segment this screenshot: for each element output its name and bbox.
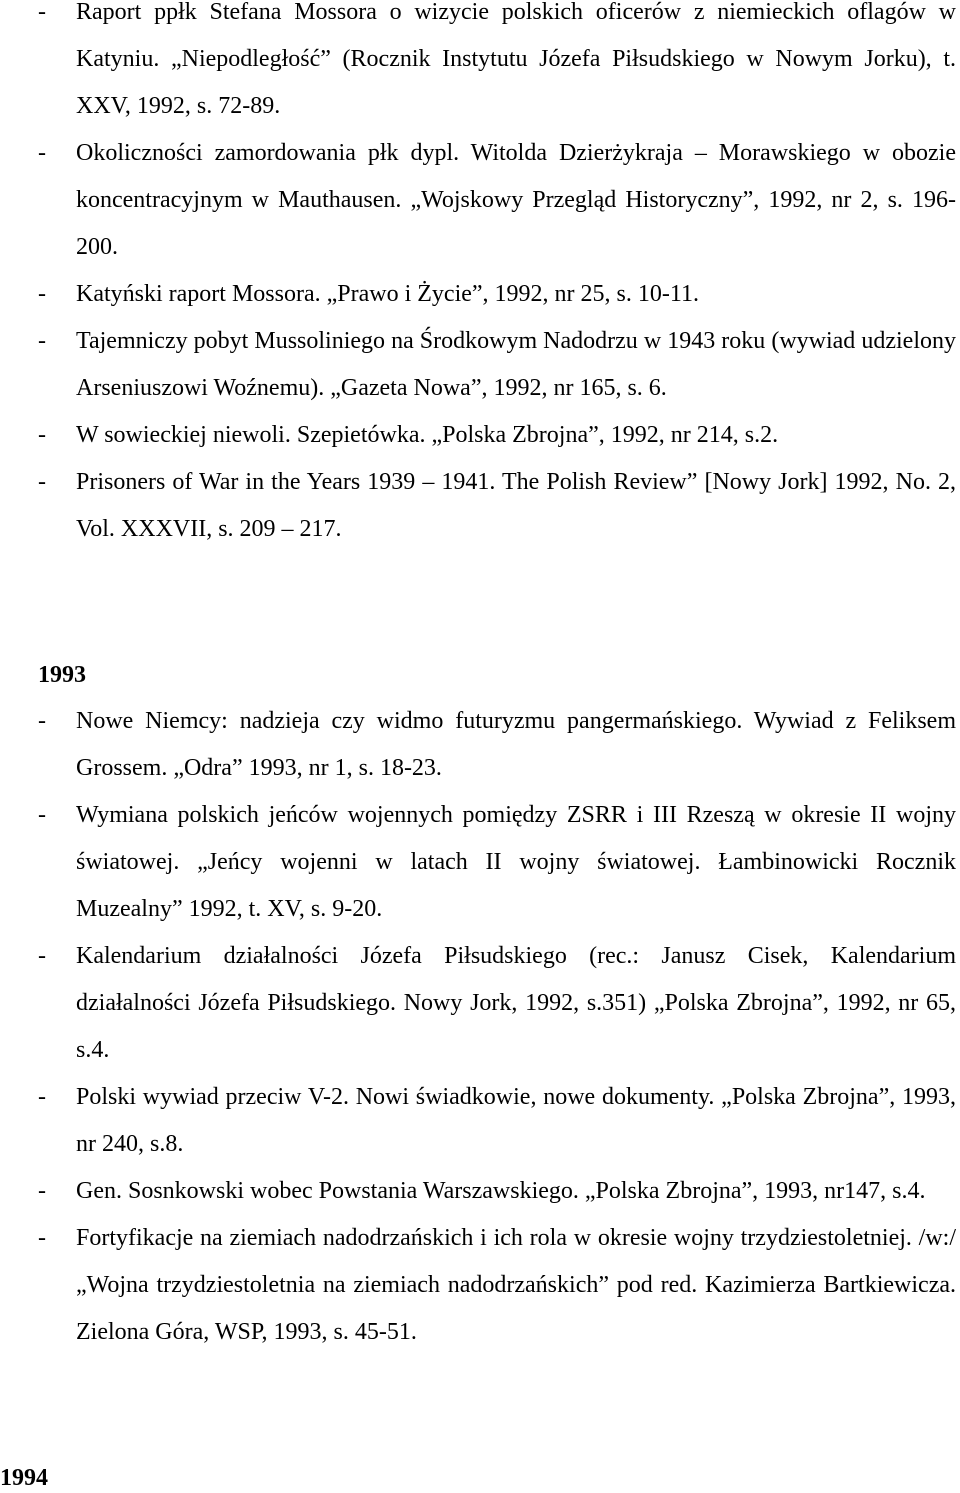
entry-list-1992 <box>0 0 960 553</box>
entry-text: Katyński raport Mossora. „Prawo i Życie”, 1992, nr 25, s. 10-11. <box>76 281 699 307</box>
list-item <box>0 1215 960 1356</box>
year-heading-1994: 1994 <box>0 1465 48 1491</box>
list-item <box>0 130 960 271</box>
entry-text: Tajemniczy pobyt Mussoliniego na Środkowym Nadodrzu w 1943 roku (wywiad udzielony Arseniuszowi Woźnemu). „Gazeta Nowa”, 1992, nr 165, s. 6. <box>76 328 956 401</box>
list-item <box>0 318 960 412</box>
entry-text: Okoliczności zamordowania płk dypl. Witolda Dzierżykraja – Morawskiego w obozie koncentracyjnym w Mauthausen. „Wojskowy Przegląd Historyczny”, 1992, nr 2, s. 196-200. <box>76 140 956 260</box>
list-item <box>0 459 960 553</box>
entry-text: Prisoners of War in the Years 1939 – 1941. The Polish Review” [Nowy Jork] 1992, No. 2, Vol. XXXVII, s. 209 – 217. <box>76 469 956 542</box>
list-item <box>0 792 960 933</box>
entry-text: Raport ppłk Stefana Mossora o wizycie polskich oficerów z niemieckich oflagów w Katyniu. „Niepodległość” (Rocznik Instytutu Józefa Piłsudskiego w Nowym Jorku), t. XXV, 1992, s. 72-89. <box>76 0 956 119</box>
list-item <box>0 1074 960 1168</box>
entry-text: Nowe Niemcy: nadzieja czy widmo futuryzmu pangermańskiego. Wywiad z Feliksem Grossem. „Odra” 1993, nr 1, s. 18-23. <box>76 708 956 781</box>
list-item <box>0 698 960 792</box>
list-item <box>0 1168 960 1215</box>
list-item <box>0 0 960 130</box>
year-heading-1993: 1993 <box>38 662 86 688</box>
entry-list-1993 <box>0 698 960 1356</box>
entry-text: Kalendarium działalności Józefa Piłsudskiego (rec.: Janusz Cisek, Kalendarium działalności Józefa Piłsudskiego. Nowy Jork, 1992, s.351) „Polska Zbrojna”, 1992, nr 65, s.4. <box>76 943 956 1063</box>
entry-text: Gen. Sosnkowski wobec Powstania Warszawskiego. „Polska Zbrojna”, 1993, nr147, s.4. <box>76 1178 926 1204</box>
entry-text: W sowieckiej niewoli. Szepietówka. „Polska Zbrojna”, 1992, nr 214, s.2. <box>76 422 779 448</box>
entry-text: Polski wywiad przeciw V-2. Nowi świadkowie, nowe dokumenty. „Polska Zbrojna”, 1993, nr 240, s.8. <box>76 1084 956 1157</box>
entry-text: Fortyfikacje na ziemiach nadodrzańskich i ich rola w okresie wojny trzydziestoletniej. /w:/ „Wojna trzydziestoletnia na ziemiach nadodrzańskich” pod red. Kazimierza Bartkiewicza. Zielona Góra, WSP, 1993, s. 45-51. <box>76 1225 956 1345</box>
list-item <box>0 271 960 318</box>
entry-text: Wymiana polskich jeńców wojennych pomiędzy ZSRR i III Rzeszą w okresie II wojny światowej. „Jeńcy wojenni w latach II wojny światowej. Łambinowicki Rocznik Muzealny” 1992, t. XV, s. 9-20. <box>76 802 956 922</box>
list-item <box>0 933 960 1074</box>
list-item <box>0 412 960 459</box>
